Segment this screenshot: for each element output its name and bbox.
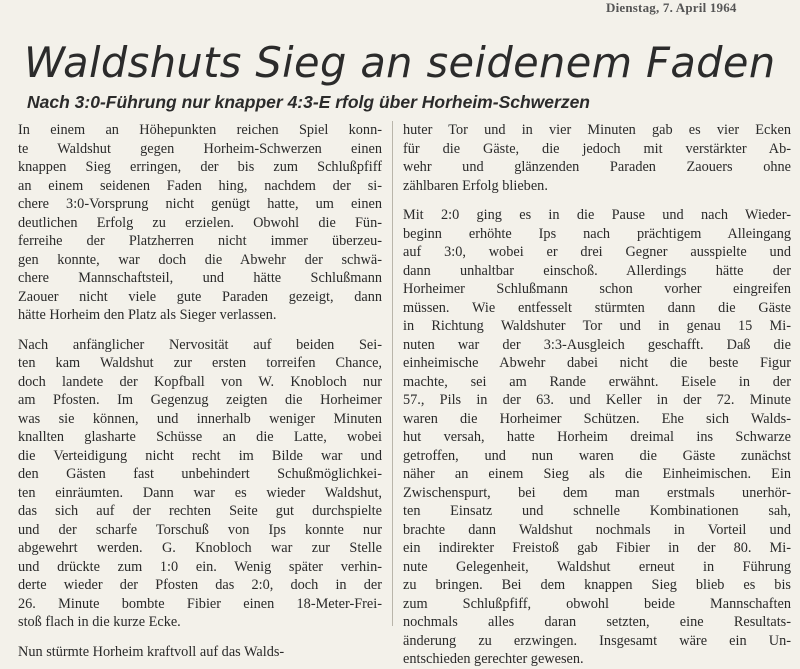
text-line: änderung zu erzwingen. Insgesamt wäre ein Un- [403, 632, 791, 649]
text-line: und der scharfe Torschuß von Ips konnte nur [18, 521, 382, 538]
text-line: gen konnte, war doch die Abwehr der schwä- [18, 251, 382, 268]
article-column-right [403, 121, 791, 669]
text-line: die Verteidigung nicht recht im Bilde war und [18, 447, 382, 464]
text-line: ferreihe der Platzherren nicht immer überzeu- [18, 233, 382, 249]
text-line: Zaouer nicht viele gute Paraden gezeigt, dann [18, 288, 382, 305]
paragraph-gap [18, 325, 382, 336]
article-column-left [18, 121, 382, 661]
text-line: und drückte zum 1:0 ein. Wenig später verhin- [18, 558, 382, 575]
text-line: te Waldshut gegen Horheim-Schwerzen einen [18, 140, 382, 157]
text-line: dann unhaltbar einschoß. Allerdings hätte der [403, 262, 791, 279]
text-line: knallten glasharte Schüsse an die Latte, wobei [18, 429, 382, 445]
text-line: zählbaren Erfolg blieben. [403, 177, 548, 194]
text-line: zu bringen. Bei dem knappen Sieg blieb es bis [403, 577, 791, 593]
text-line: chere 3:0-Vorsprung nicht genügt hatte, um einen [18, 196, 382, 212]
text-line: huter Tor und in vier Minuten gab es vier Ecken [403, 122, 791, 138]
text-line: nute Gelegenheit, Waldshut erneut in Führung [403, 558, 791, 575]
text-line: ten Einsatz und schnelle Kombinationen sah, [403, 503, 791, 519]
text-line: doch landete der Kopfball von W. Knobloch nur [18, 373, 382, 390]
headline: Waldshuts Sieg an seidenem Faden [24, 38, 776, 87]
text-line: am Pfosten. Im Gegenzug zeigten die Horheimer [18, 392, 382, 408]
text-line: ten einräumten. Dann war es wieder Waldshut, [18, 484, 382, 501]
paragraph-gap [403, 195, 791, 206]
text-line: entschieden gerechter gewesen. [403, 651, 584, 667]
text-line: getroffen, und nun waren die Gäste zunächst [403, 447, 791, 464]
text-line: für die Gäste, die jedoch mit verstärkter Ab- [403, 140, 791, 157]
text-line: Zwischenspurt, bei dem man erstmals unerhör- [403, 484, 791, 501]
text-line: beginn erhöhte Ips nach prächtigem Alleingang [403, 225, 791, 242]
article-paragraph [18, 121, 382, 325]
text-line: brachte dann Waldshut nochmals in Vorteil und [403, 521, 791, 538]
text-line: das sich auf der rechten Seite gut durchspielte [18, 503, 382, 519]
text-line: an einem seidenen Faden hing, nachdem der si- [18, 177, 382, 194]
text-line: Mit 2:0 ging es in die Pause und nach Wieder- [403, 207, 791, 223]
text-line: Horheimer Schlußmann schon vorher eingreifen [403, 281, 791, 297]
text-line: wehr und glänzenden Paraden Zaouers ohne [403, 159, 791, 175]
text-line: hätte Horheim den Platz als Sieger verlassen. [18, 307, 277, 323]
paragraph-gap [18, 632, 382, 643]
text-line: näher an einem Sieg als die Einheimischen. Ein [403, 466, 791, 482]
text-line: knappen Sieg erringen, der bis zum Schlußpfiff [18, 159, 382, 175]
text-line: auf 3:0, wobei er drei Gegner ausspielte und [403, 244, 791, 260]
text-line: deutlichen Erfolg zu erzielen. Obwohl die Fün- [18, 214, 382, 231]
text-line: 57., Pils in der 63. und Keller in der 72. Minute [403, 392, 791, 408]
article-paragraph [403, 121, 791, 195]
text-line: nuten war der 3:3-Ausgleich geschafft. Daß die [403, 336, 791, 353]
article-paragraph [18, 643, 382, 662]
text-line: derte wieder der Pfosten das 2:0, doch in der [18, 577, 382, 593]
text-line: 26. Minute bombte Fibier einen 18-Meter-Frei- [18, 595, 382, 612]
text-line: stoß flach in die kurze Ecke. [18, 614, 181, 630]
text-line: chere Mannschaftsteil, und hätte Schlußmann [18, 270, 382, 286]
text-line: den Gästen fast unbehindert Schußmöglichkei- [18, 466, 382, 482]
article-paragraph [18, 336, 382, 632]
subheadline: Nach 3:0-Führung nur knapper 4:3-E rfolg über Horheim-Schwerzen [27, 92, 590, 112]
text-line: was sie können, und innerhalb weniger Minuten [18, 410, 382, 427]
text-line: hut versah, hatte Horheim dreimal ins Schwarze [403, 429, 791, 445]
text-line: Nach anfänglicher Nervosität auf beiden Sei- [18, 336, 382, 353]
column-divider [392, 121, 393, 626]
text-line: zum Schlußpfiff, obwohl beide Mannschaften [403, 595, 791, 612]
text-line: In einem an Höhepunkten reichen Spiel konn- [18, 122, 382, 138]
text-line: machte, sei am Rande erwähnt. Eisele in der [403, 373, 791, 390]
text-line: waren die Horheimer Schützen. Ehe sich Walds- [403, 410, 791, 427]
text-line: Nun stürmte Horheim kraftvoll auf das Walds- [18, 643, 285, 660]
text-line: in Richtung Waldshuter Tor und in genau 15 Mi- [403, 318, 791, 334]
text-line: müssen. Wie entfesselt stürmten dann die Gäste [403, 299, 791, 316]
text-line: nochmals alles daran setzten, eine Resultats- [403, 614, 791, 630]
text-line: einheimische Abwehr dabei nicht die beste Figur [403, 355, 791, 371]
dateline: Dienstag, 7. April 1964 [606, 0, 737, 15]
text-line: ten kam Waldshut zur ersten torreifen Chance, [18, 355, 382, 371]
article-paragraph [403, 206, 791, 669]
text-line: abgewehrt werden. G. Knobloch war zur Stelle [18, 540, 382, 556]
text-line: ein indirekter Freistoß gab Fibier in der 80. Mi- [403, 540, 791, 556]
